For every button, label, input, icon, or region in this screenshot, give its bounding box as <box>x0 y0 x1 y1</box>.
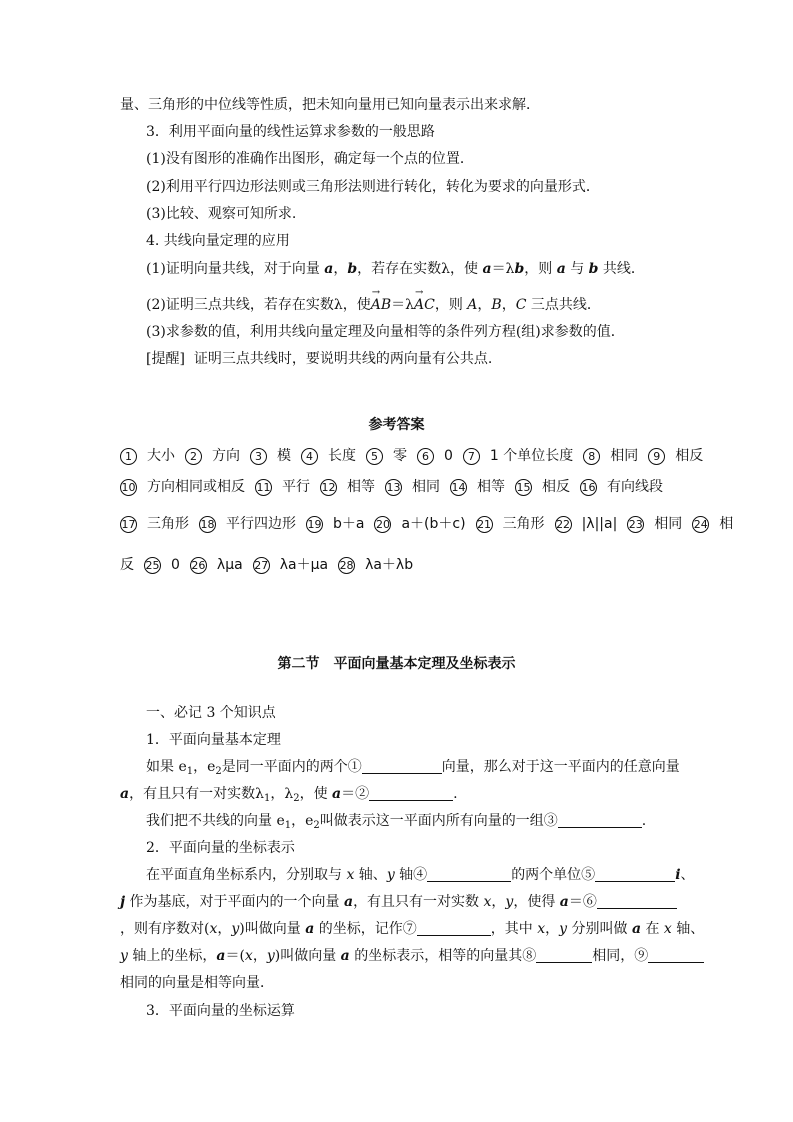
answer-item <box>463 448 573 464</box>
answer-text: 相同 <box>412 479 440 495</box>
answer-number: 26 <box>191 559 206 572</box>
answer-number: 13 <box>386 481 401 494</box>
answer-item <box>199 516 296 532</box>
answer-item <box>450 479 505 495</box>
theorem-line-2: a，有且只有一对实数$\lambda_1$，$\lambda_2$，使 a＝② . <box>120 786 458 804</box>
answer-item <box>120 479 245 495</box>
answer-number: 17 <box>121 518 136 531</box>
answer-number: 22 <box>556 518 571 531</box>
answer-text: 0 <box>444 448 453 464</box>
answer-text: 零 <box>393 448 407 464</box>
tip: [提醒] 证明三点共线时，要说明共线的两向量有公共点. <box>146 351 493 367</box>
answer-number: 20 <box>375 518 390 531</box>
answer-item <box>301 448 356 464</box>
answer-text: |λ||a| <box>581 516 618 532</box>
answer-number: 10 <box>121 481 136 494</box>
answer-number: 18 <box>200 518 215 531</box>
blank-7[interactable] <box>417 920 491 936</box>
coord-line-2: j 作为基底，对于平面内的一个向量 a，有且只有一对实数 x，y，使得 a＝⑥ <box>120 892 677 912</box>
answer-item <box>366 448 407 464</box>
answer-number: 15 <box>516 481 531 494</box>
answer-text: 有向线段 <box>607 479 663 495</box>
answer-number: 2 <box>185 448 202 465</box>
answer-text: 相同 <box>654 516 683 532</box>
answer-number: 24 <box>693 518 708 531</box>
answer-item <box>120 516 189 532</box>
answer-item <box>374 516 465 532</box>
answer-item <box>476 516 545 532</box>
answer-text: 大小 <box>147 448 175 464</box>
step-1: (1)没有图形的准确作出图形，确定每一个点的位置． <box>146 151 474 167</box>
answer-item <box>692 516 733 532</box>
app-2: (2)证明三点共线，若存在实数λ，使→ AB＝λ→ AC，则 A，B，C 三点共线． <box>146 295 601 315</box>
blank-1[interactable] <box>362 758 442 774</box>
blank-9[interactable] <box>648 947 704 963</box>
answer-text: λa＋μa <box>279 557 329 573</box>
answer-number: 16 <box>581 481 596 494</box>
answer-number: 28 <box>339 559 354 572</box>
app-3: (3)求参数的值，利用共线向量定理及向量相等的条件列方程(组)求参数的值． <box>146 324 625 340</box>
answer-number: 23 <box>628 518 643 531</box>
topic-1-heading: 1．平面向量基本定理 <box>146 732 281 748</box>
answer-number: 6 <box>417 448 434 465</box>
answer-text: 相同 <box>610 448 639 464</box>
answer-number: 8 <box>583 448 600 465</box>
answer-text: 长度 <box>328 448 356 464</box>
answer-number: 3 <box>250 448 267 465</box>
app-1: (1)证明向量共线，对于向量 a，b，若存在实数λ，使 a＝λb，则 a 与 b 共线． <box>146 261 645 277</box>
vector-ab: → AB <box>371 295 391 315</box>
answer-text: 三角形 <box>147 516 189 532</box>
answer-text: 反 <box>120 557 134 573</box>
answer-text: 方向 <box>212 448 240 464</box>
answer-item <box>185 448 240 464</box>
answer-item <box>144 557 180 573</box>
answer-item <box>253 557 328 573</box>
answer-item <box>250 448 291 464</box>
blank-2[interactable] <box>369 785 453 801</box>
answer-number: 27 <box>254 559 269 572</box>
answer-number: 25 <box>145 559 160 572</box>
coord-line-1: 在平面直角坐标系内，分别取与 x 轴、y 轴④ 的两个单位⑤ i、 <box>146 867 695 883</box>
answer-text: 0 <box>171 557 180 573</box>
text-line: 量、三角形的中位线等性质，把未知向量用已知向量表示出来求解． <box>120 97 540 113</box>
answer-item <box>255 479 310 495</box>
answer-number: 11 <box>256 481 271 494</box>
coord-line-3: ，则有序数对(x，y)叫做向量 a 的坐标，记作⑦ ，其中 x，y 分别叫做 a 在 x 轴、 <box>120 921 705 937</box>
answer-text: λa＋λb <box>365 557 414 573</box>
answer-number: 12 <box>321 481 336 494</box>
answer-text: b＋a <box>333 516 365 532</box>
answer-text: 平行四边形 <box>226 516 296 532</box>
coord-line-4: y 轴上的坐标，a＝(x，y)叫做向量 a 的坐标表示，相等的向量其⑧ 相同，⑨ <box>120 946 704 966</box>
answer-number: 7 <box>463 448 480 465</box>
blank-6[interactable] <box>597 893 677 909</box>
answer-number: 4 <box>301 448 318 465</box>
answer-text: λμa <box>216 557 243 573</box>
answer-number: 19 <box>307 518 322 531</box>
answers-row-1 <box>120 445 713 465</box>
answer-text: 相等 <box>347 479 375 495</box>
topic-2-heading: 2．平面向量的坐标表示 <box>146 840 295 856</box>
answers-row-4 <box>120 554 423 574</box>
section-title: 第二节 平面向量基本定理及坐标表示 <box>277 656 516 672</box>
answer-item <box>385 479 440 495</box>
answer-text: 平行 <box>282 479 310 495</box>
tip-label: [提醒] <box>146 351 185 367</box>
step-2: (2)利用平行四边形法则或三角形法则进行转化，转化为要求的向量形式． <box>146 179 600 195</box>
answer-number: 5 <box>366 448 383 465</box>
blank-8[interactable] <box>536 947 592 963</box>
answers-row-3 <box>120 513 743 533</box>
answer-number: 9 <box>648 448 665 465</box>
heading-4: 4. 共线向量定理的应用 <box>146 233 290 249</box>
answer-item <box>555 516 618 532</box>
answer-text: 相反 <box>675 448 704 464</box>
answer-item <box>580 479 663 495</box>
answers-row-2 <box>120 476 673 496</box>
answer-text: 1 个单位长度 <box>489 448 574 464</box>
answer-item <box>515 479 570 495</box>
theorem-line-3: 我们把不共线的向量 $e_1$，$e_2$叫做表示这一平面内所有向量的一组③ . <box>146 813 647 831</box>
answer-text: 相 <box>719 516 734 532</box>
subsection-title: 一、必记 3 个知识点 <box>146 705 276 721</box>
vector-ac: → AC <box>414 295 435 315</box>
answer-item <box>417 448 453 464</box>
answer-item <box>627 516 682 532</box>
answer-item <box>120 557 134 573</box>
answer-number: 1 <box>120 448 137 465</box>
answer-item <box>120 448 175 464</box>
coord-line-5: 相同的向量是相等向量． <box>120 975 274 991</box>
answer-text: a＋(b＋c) <box>401 516 466 532</box>
step-3: (3)比较、观察可知所求. <box>146 206 297 222</box>
theorem-line-1: 如果 $e_1$，$e_2$是同一平面内的两个① 向量，那么对于这一平面内的任意向量 <box>146 759 680 777</box>
topic-3-heading: 3．平面向量的坐标运算 <box>146 1003 295 1019</box>
blank-3[interactable] <box>558 812 642 828</box>
answer-text: 相等 <box>477 479 505 495</box>
blank-4[interactable] <box>427 866 511 882</box>
answer-item <box>190 557 243 573</box>
answer-item <box>306 516 364 532</box>
answer-text: 模 <box>277 448 291 464</box>
answer-item <box>583 448 638 464</box>
answers-title: 参考答案 <box>368 417 425 433</box>
heading-3: 3．利用平面向量的线性运算求参数的一般思路 <box>146 124 435 140</box>
answer-item <box>648 448 703 464</box>
answer-text: 方向相同或相反 <box>147 479 245 495</box>
answer-text: 三角形 <box>502 516 545 532</box>
answer-number: 21 <box>477 518 492 531</box>
answer-text: 相反 <box>542 479 570 495</box>
answer-item <box>320 479 375 495</box>
answer-item <box>338 557 413 573</box>
blank-5[interactable] <box>595 866 675 882</box>
answer-number: 14 <box>451 481 466 494</box>
